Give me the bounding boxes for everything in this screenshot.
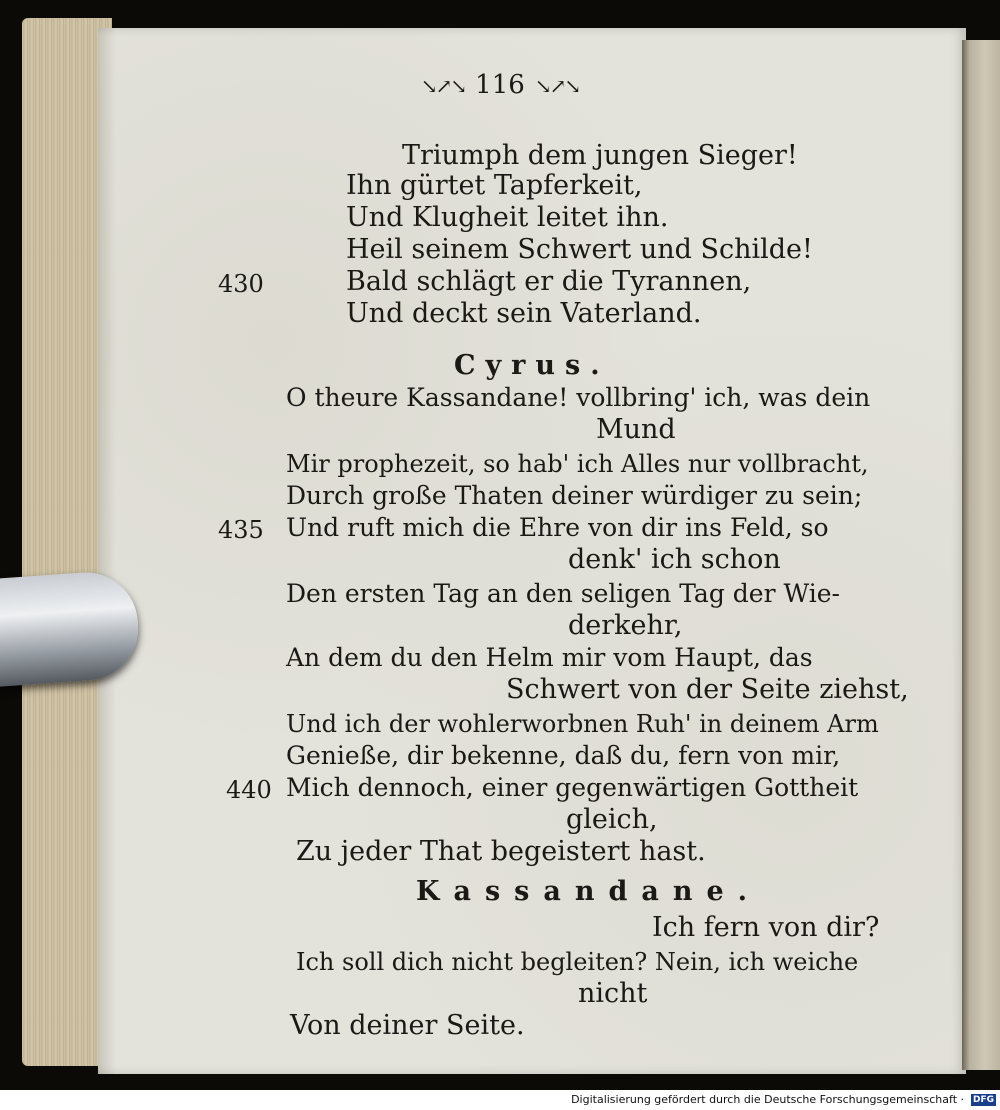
line-number: 435 bbox=[218, 516, 264, 544]
verse-line: O theure Kassandane! vollbring' ich, was dein bbox=[286, 383, 871, 412]
verse-line: Und Klugheit leitet ihn. bbox=[346, 202, 669, 233]
verse-line: Genieße, dir bekenne, daß du, fern von mir, bbox=[286, 741, 841, 770]
verse-line: Und ich der wohlerworbnen Ruh' in deinem Arm bbox=[286, 710, 879, 738]
verse-line: Ihn gürtet Tapferkeit, bbox=[346, 170, 643, 201]
verse-line: Triumph dem jungen Sieger! bbox=[402, 140, 798, 171]
verse-line: Durch große Thaten deiner würdiger zu sein; bbox=[286, 481, 863, 510]
line-number: 430 bbox=[218, 270, 264, 298]
page-number: 116 bbox=[475, 70, 525, 100]
page-number-header bbox=[0, 70, 1000, 100]
dfg-logo: DFG bbox=[972, 1095, 994, 1105]
verse-line: Mich dennoch, einer gegenwärtigen Gottheit bbox=[286, 773, 859, 802]
verse-line: Ich soll dich nicht begleiten? Nein, ich weiche bbox=[296, 948, 859, 976]
verse-line: Mir prophezeit, so hab' ich Alles nur vollbracht, bbox=[286, 450, 869, 478]
verse-line-continuation: Mund bbox=[596, 414, 676, 445]
verse-line: Von deiner Seite. bbox=[290, 1010, 525, 1041]
line-number: 440 bbox=[226, 776, 272, 804]
verse-line: Zu jeder That begeistert hast. bbox=[296, 836, 706, 867]
verse-line-continuation: derkehr, bbox=[568, 610, 683, 641]
verse-line-continuation: Schwert von der Seite ziehst, bbox=[506, 674, 909, 705]
verse-line: Bald schlägt er die Tyrannen, bbox=[346, 266, 752, 297]
verse-line: Ich fern von dir? bbox=[652, 912, 880, 943]
speaker-name: Kassandane. bbox=[416, 876, 762, 907]
verse-line: An dem du den Helm mir vom Haupt, das bbox=[286, 643, 813, 672]
speaker-name: Cyrus. bbox=[454, 350, 610, 381]
ornament-left: ↘↗↘ bbox=[420, 74, 466, 98]
verse-line: Den ersten Tag an den seligen Tag der Wie- bbox=[286, 579, 840, 608]
facing-page-edge bbox=[962, 40, 1000, 1070]
ornament-right: ↘↗↘ bbox=[534, 74, 580, 98]
footer-credit-bar bbox=[0, 1090, 1000, 1110]
verse-line: Heil seinem Schwert und Schilde! bbox=[346, 234, 813, 265]
verse-line-continuation: gleich, bbox=[566, 804, 658, 835]
footer-credit: Digitalisierung gefördert durch die Deutsche Forschungsgemeinschaft · bbox=[571, 1093, 964, 1106]
verse-line: Und deckt sein Vaterland. bbox=[346, 298, 702, 329]
verse-line-continuation: denk' ich schon bbox=[568, 544, 781, 575]
verse-line-continuation: nicht bbox=[578, 978, 648, 1009]
verse-line: Und ruft mich die Ehre von dir ins Feld, so bbox=[286, 513, 829, 542]
